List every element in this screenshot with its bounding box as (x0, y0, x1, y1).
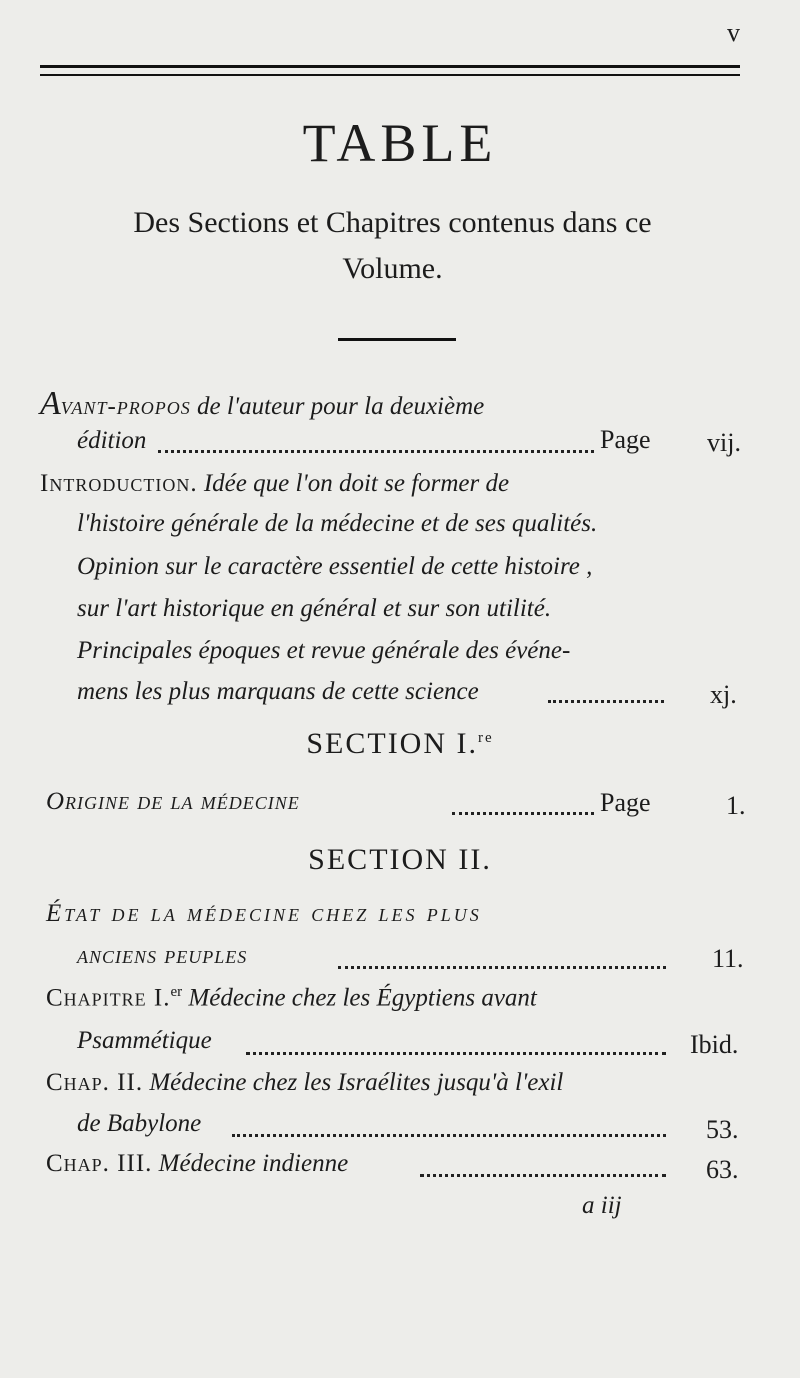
chapter-1-label: Chapitre I. (46, 984, 171, 1012)
subtitle-line-1: Des Sections et Chapitres contenus dans ce (133, 206, 652, 239)
avant-propos-label: vant-propos (60, 393, 191, 420)
chapter-2-line-1 (46, 1069, 563, 1097)
leader-dots (548, 700, 664, 703)
leader-dots (158, 450, 594, 453)
page-folio: v (727, 18, 740, 47)
leader-dots (338, 966, 666, 969)
header-rule-thin (40, 74, 740, 76)
page-number: 63. (706, 1155, 739, 1184)
introduction-line-2: l'histoire générale de la médecine et de ses qualités. (77, 510, 598, 537)
section-1-heading (0, 727, 800, 761)
section-1-title: Origine de la médecine (46, 788, 300, 815)
page-number: xj. (710, 680, 737, 709)
leader-dots (246, 1052, 666, 1055)
signature-mark: a iij (582, 1192, 622, 1219)
page-number: vij. (707, 428, 741, 457)
page-title: TABLE (302, 113, 498, 173)
page-label: Page (600, 788, 651, 817)
title-divider (338, 338, 456, 341)
section-2-title-line-1: État de la médecine chez les plus (46, 900, 482, 927)
avant-propos-title: de l'auteur pour la deuxième (190, 393, 485, 420)
page-subtitle (40, 200, 745, 292)
leader-dots (452, 812, 594, 815)
chapter-2-label: Chap. II. (46, 1069, 144, 1096)
introduction-line-3: Opinion sur le caractère essentiel de cette histoire , (77, 553, 593, 580)
section-2-title-line-2: anciens peuples (77, 942, 248, 969)
introduction-line-5: Principales époques et revue générale des événe- (77, 637, 571, 664)
introduction-line-4: sur l'art historique en général et sur son utilité. (77, 595, 552, 622)
subtitle-line-2: Volume. (342, 252, 443, 285)
introduction-line-1 (40, 470, 509, 498)
introduction-label: Introduction. (40, 470, 198, 497)
chapter-1-line-1 (46, 984, 537, 1012)
page-number: Ibid. (690, 1030, 739, 1059)
page-number: 11. (712, 944, 744, 973)
page-number: 1. (726, 791, 746, 820)
introduction-title: Idée que l'on doit se former de (197, 470, 510, 497)
chapter-3-label: Chap. III. (46, 1150, 153, 1177)
chapter-2-title: Médecine chez les Israélites jusqu'à l'exil (143, 1069, 564, 1096)
leader-dots (232, 1134, 666, 1137)
header-rule-thick (40, 65, 740, 68)
introduction-line-6: mens les plus marquans de cette science (77, 678, 479, 705)
avant-propos-line-2: édition (77, 427, 147, 454)
section-1-heading-sup: re (478, 730, 494, 746)
page-label: Page (600, 425, 651, 454)
chapter-3-line-1 (46, 1150, 348, 1178)
chapter-1-title: Médecine chez les Égyptiens avant (182, 984, 537, 1012)
section-2-heading: SECTION II. (308, 843, 492, 876)
leader-dots (420, 1174, 666, 1177)
section-1-heading-text: SECTION I. (306, 727, 478, 760)
avant-propos-line-1 (40, 385, 484, 423)
drop-letter: A (40, 385, 61, 422)
chapter-2-line-2: de Babylone (77, 1110, 202, 1137)
chapter-1-label-sup: er (170, 984, 183, 1000)
page-number: 53. (706, 1115, 739, 1144)
chapter-1-line-2: Psammétique (77, 1027, 212, 1054)
chapter-3-title: Médecine indienne (152, 1150, 349, 1177)
